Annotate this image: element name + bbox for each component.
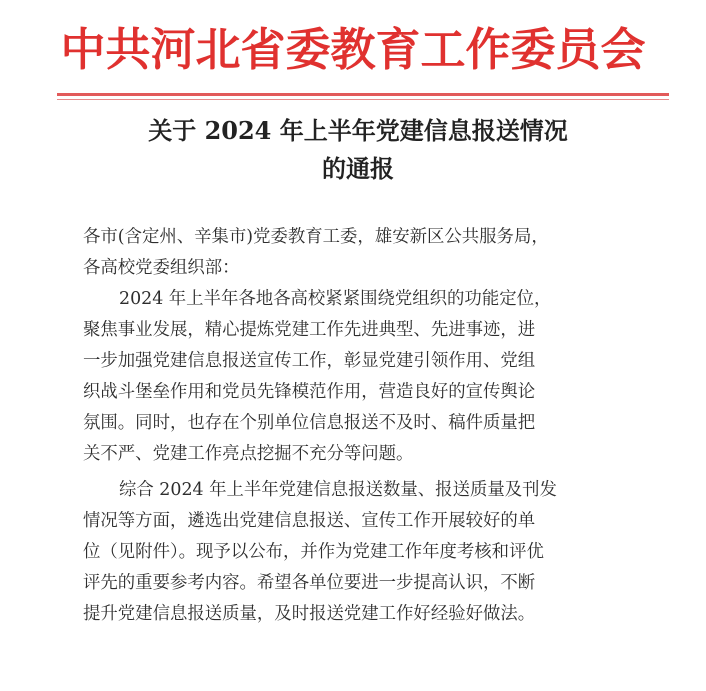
- paragraph-1-line: 2024 年上半年各地各高校紧紧围绕党组织的功能定位，: [119, 289, 552, 309]
- title-line-1: 关于 2024 年上半年党建信息报送情况: [148, 116, 568, 145]
- header-rule-thick: [57, 93, 669, 96]
- paragraph-1-line: 氛围。同时，也存在个别单位信息报送不及时、稿件质量把: [83, 413, 536, 433]
- salutation-line-2: 各高校党委组织部：: [83, 258, 240, 278]
- paragraph-1-line: 一步加强党建信息报送宣传工作，彰显党建引领作用、党组: [83, 351, 536, 371]
- paragraph-2-line: 综合 2024 年上半年党建信息报送数量、报送质量及刊发: [119, 480, 557, 500]
- document-title: [60, 112, 656, 188]
- paragraph-1: [83, 284, 643, 470]
- paragraph-2-line: 提升党建信息报送质量，及时报送党建工作好经验好做法。: [83, 604, 536, 624]
- header-rule-thin: [57, 99, 669, 100]
- paragraph-2-line: 评先的重要参考内容。希望各单位要进一步提高认识，不断: [83, 573, 536, 593]
- paragraph-2-line: 位（见附件）。现予以公布，并作为党建工作年度考核和评优: [83, 542, 544, 562]
- organization-header: 中共河北省委教育工作委员会: [60, 23, 646, 76]
- title-line-2: 的通报: [322, 154, 394, 183]
- paragraph-2: [83, 475, 643, 630]
- salutation-line-1: 各市(含定州、辛集市)党委教育工委，雄安新区公共服务局，: [83, 227, 549, 247]
- paragraph-1-line: 关不严、党建工作亮点挖掘不充分等问题。: [83, 444, 414, 464]
- paragraph-2-line: 情况等方面，遴选出党建信息报送、宣传工作开展较好的单: [83, 511, 536, 531]
- paragraph-1-line: 聚焦事业发展，精心提炼党建工作先进典型、先进事迹，进: [83, 320, 536, 340]
- paragraph-1-line: 织战斗堡垒作用和党员先锋模范作用，营造良好的宣传舆论: [83, 382, 536, 402]
- document-body: [83, 222, 643, 630]
